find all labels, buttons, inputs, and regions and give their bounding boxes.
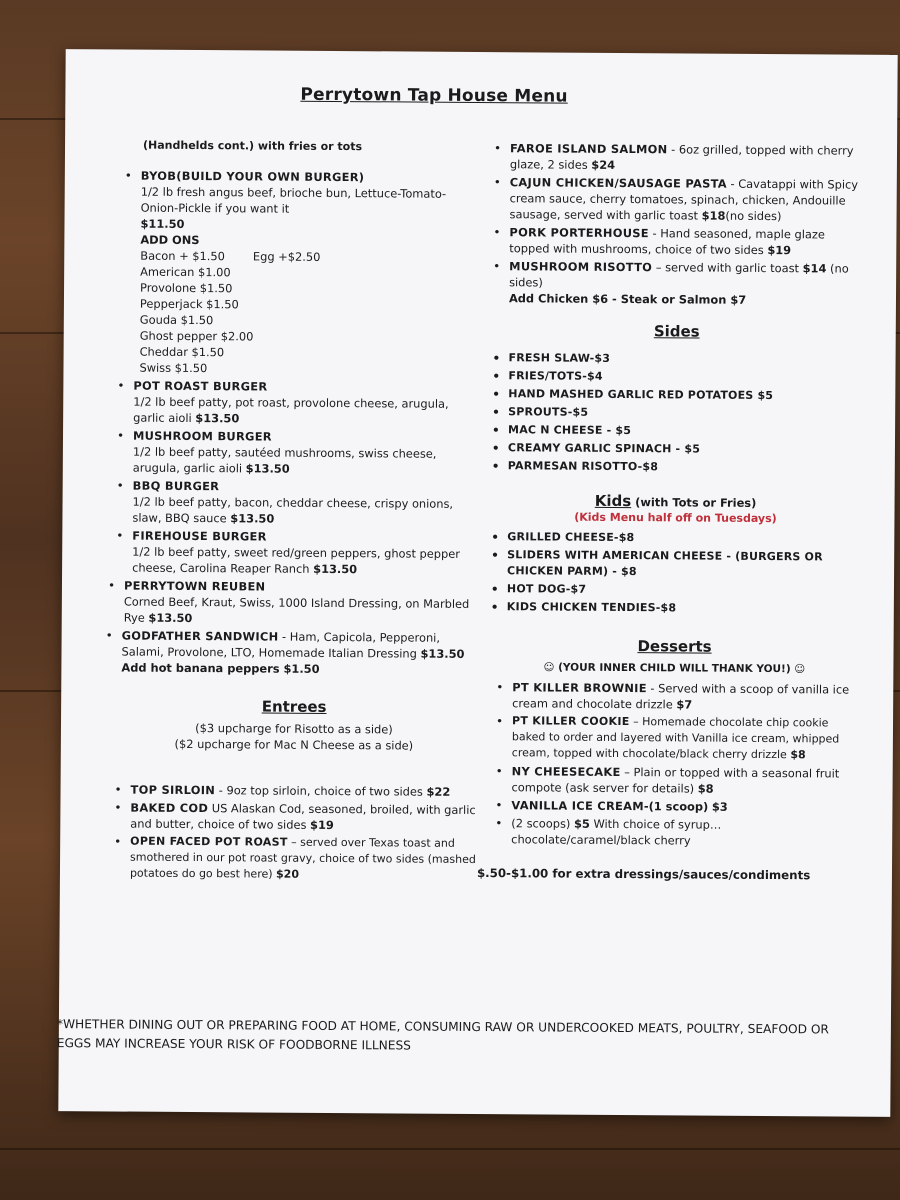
list-item: • KIDS CHICKEN TENDIES-$8 bbox=[485, 599, 865, 618]
item-name: OPEN FACED POT ROAST bbox=[130, 834, 288, 849]
item-price: $3 bbox=[711, 799, 728, 814]
item-name: GODFATHER SANDWICH bbox=[121, 628, 279, 644]
list-item bbox=[488, 140, 868, 175]
list-item bbox=[488, 174, 868, 225]
list-item bbox=[108, 799, 478, 834]
footer-disclaimer bbox=[56, 1015, 839, 1058]
list-item: • FRIES/TOTS-$4 bbox=[486, 368, 866, 387]
list-item: • MAC N CHEESE - $5 bbox=[486, 422, 866, 441]
list-item bbox=[110, 477, 480, 528]
item-desc: – served with garlic toast bbox=[652, 260, 800, 276]
item-price: $13.50 bbox=[313, 561, 358, 577]
item-desc: - Cavatappi with Spicy cream sauce, cherry tomatoes, spinach, chicken, Andouille sausage, served with garlic toast bbox=[509, 176, 859, 223]
item-extra: Add Chicken $6 - Steak or Salmon $7 bbox=[508, 291, 747, 307]
item-tail: (no sides) bbox=[725, 208, 782, 224]
addon-egg: Egg +$2.50 bbox=[252, 249, 321, 264]
item-name: TOP SIRLOIN bbox=[130, 782, 216, 798]
item-extra: Add hot banana peppers $1.50 bbox=[121, 660, 320, 676]
addon-item: American $1.00 bbox=[140, 264, 231, 280]
list-item bbox=[489, 815, 863, 850]
addon-item: Pepperjack $1.50 bbox=[139, 296, 239, 312]
addon-item: Ghost pepper $2.00 bbox=[139, 328, 254, 344]
item-name: FIREHOUSE BURGER bbox=[132, 528, 267, 544]
item-desc: -(1 scoop) bbox=[643, 799, 709, 814]
item-desc-text: 1/2 lb beef patty, bacon, cheddar cheese, crispy onions, slaw, BBQ sauce bbox=[132, 494, 454, 526]
desserts-title: Desserts bbox=[637, 637, 712, 656]
item-price: $18 bbox=[701, 208, 726, 223]
item-tail: (no sides) bbox=[509, 261, 849, 290]
item-name: NY CHEESECAKE bbox=[511, 764, 621, 779]
list-item: • CREAMY GARLIC SPINACH - $5 bbox=[486, 440, 866, 459]
right-column bbox=[476, 140, 868, 884]
item-desc bbox=[124, 594, 480, 628]
item-price: $8 bbox=[697, 781, 714, 796]
list-item bbox=[487, 224, 867, 259]
item-desc bbox=[133, 394, 481, 428]
item-desc: – Plain or topped with a seasonal fruit compote (ask server for details) bbox=[511, 765, 840, 796]
item-desc: (2 scoops) bbox=[511, 816, 571, 831]
item-price: $19 bbox=[310, 817, 334, 832]
list-item bbox=[487, 258, 867, 309]
item-name: VANILLA ICE CREAM bbox=[511, 798, 644, 814]
list-item: • FRESH SLAW-$3 bbox=[487, 350, 867, 369]
left-column bbox=[108, 137, 483, 886]
item-desc-text: Corned Beef, Kraut, Swiss, 1000 Island Dressing, on Marbled Rye bbox=[123, 594, 470, 625]
list-item: • HOT DOG-$7 bbox=[485, 581, 865, 600]
menu-sheet bbox=[58, 49, 897, 1117]
list-item bbox=[490, 713, 864, 764]
item-price: $24 bbox=[591, 157, 616, 172]
item-price: $13.50 bbox=[148, 610, 193, 626]
list-item bbox=[102, 577, 480, 628]
right-entrees-list bbox=[487, 140, 868, 309]
item-desc-text: 1/2 lb beef patty, sweet red/green peppers, ghost pepper cheese, Carolina Reaper Ranch bbox=[132, 544, 461, 576]
item-price: $7 bbox=[676, 697, 693, 712]
item-price: $13.50 bbox=[230, 511, 275, 526]
item-name: CAJUN CHICKEN/SAUSAGE PASTA bbox=[509, 175, 727, 191]
item-price: $13.50 bbox=[245, 461, 290, 476]
handhelds-list bbox=[109, 167, 483, 678]
item-name: POT ROAST BURGER bbox=[133, 378, 268, 394]
sides-list bbox=[486, 350, 867, 477]
addons-label: ADD ONS bbox=[140, 232, 200, 248]
list-item bbox=[490, 763, 864, 798]
list-item bbox=[117, 167, 482, 378]
list-item: • GRILLED CHEESE-$8 bbox=[485, 529, 865, 548]
addon-item: Gouda $1.50 bbox=[139, 312, 214, 328]
item-desc: - Served with a scoop of vanilla ice cream and chocolate drizzle bbox=[512, 681, 850, 712]
entrees-note: ($2 upcharge for Mac N Cheese as a side) bbox=[174, 736, 414, 753]
item-price: $5 bbox=[573, 816, 590, 831]
item-name: PORK PORTERHOUSE bbox=[509, 225, 649, 241]
item-price: $8 bbox=[790, 748, 806, 762]
list-item bbox=[108, 781, 478, 800]
item-desc: – served over Texas toast and smothered in our pot roast gravy, choice of two sides (mashed potatoes do go best here) bbox=[129, 835, 476, 881]
item-price: $13.50 bbox=[420, 646, 465, 661]
list-item: • SPROUTS-$5 bbox=[486, 404, 866, 423]
menu-title: Perrytown Tap House Menu bbox=[300, 84, 568, 107]
item-price: $22 bbox=[426, 784, 451, 799]
item-name: PT KILLER BROWNIE bbox=[512, 680, 647, 696]
list-item bbox=[111, 427, 481, 478]
item-desc bbox=[133, 444, 481, 478]
item-price: $19 bbox=[767, 243, 792, 258]
item-desc: 1/2 lb fresh angus beef, brioche bun, Lettuce-Tomato-Onion-Pickle if you want it bbox=[140, 184, 447, 216]
addon-item: Swiss $1.50 bbox=[139, 360, 208, 376]
list-item: • HAND MASHED GARLIC RED POTATOES $5 bbox=[486, 386, 866, 405]
item-desc-text: 1/2 lb beef patty, sautéed mushrooms, swiss cheese, arugula, garlic aioli bbox=[132, 444, 437, 476]
kids-subtitle: (with Tots or Fries) bbox=[631, 495, 757, 510]
item-name: BBQ BURGER bbox=[132, 478, 220, 494]
item-desc: - Ham, Capicola, Pepperoni, Salami, Provolone, LTO, Homemade Italian Dressing bbox=[121, 629, 441, 661]
list-item bbox=[99, 627, 479, 678]
addon-item: Bacon + $1.50 bbox=[140, 248, 225, 264]
entrees-list bbox=[108, 781, 479, 884]
item-desc-text: 1/2 lb beef patty, pot roast, provolone cheese, arugula, garlic aioli bbox=[133, 394, 449, 425]
item-desc: – Homemade chocolate chip cookie baked to order and layered with Vanilla ice cream, whipped cream, topped with chocolate/black cherry drizzle bbox=[511, 715, 840, 762]
item-desc: - 6oz grilled, topped with cherry glaze, 2 sides bbox=[509, 142, 854, 172]
addon-item: Cheddar $1.50 bbox=[139, 344, 225, 360]
item-name: PERRYTOWN REUBEN bbox=[123, 578, 266, 594]
item-name: MUSHROOM RISOTTO bbox=[509, 259, 653, 275]
item-price: $11.50 bbox=[140, 216, 185, 231]
kids-list bbox=[485, 529, 866, 618]
list-item: • SLIDERS WITH AMERICAN CHEESE - (BURGERS OR CHICKEN PARM) - $8 bbox=[485, 547, 865, 582]
item-desc: US Alaskan Cod, seasoned, broiled, with garlic and butter, choice of two sides bbox=[130, 801, 476, 832]
addons-block bbox=[139, 232, 482, 378]
list-item bbox=[490, 679, 864, 714]
item-tail: With choice of syrup… chocolate/caramel/black cherry bbox=[511, 816, 722, 848]
entrees-title: Entrees bbox=[261, 697, 327, 716]
item-name: BYOB(BUILD YOUR OWN BURGER) bbox=[140, 168, 365, 185]
footer-text: *WHETHER DINING OUT OR PREPARING FOOD AT HOME, CONSUMING RAW OR UNDERCOOKED MEATS, POULTRY, SEAFOOD OR EGGS MAY INCREASE YOUR RISK OF FOODBORNE ILLNESS bbox=[56, 1017, 829, 1053]
list-item bbox=[108, 833, 478, 884]
item-name: MUSHROOM BURGER bbox=[132, 428, 272, 444]
kids-note: (Kids Menu half off on Tuesdays) bbox=[574, 510, 777, 526]
item-price: $20 bbox=[276, 867, 300, 881]
item-price: $13.50 bbox=[195, 411, 240, 426]
entrees-note: ($3 upcharge for Risotto as a side) bbox=[195, 721, 393, 737]
handhelds-note: (Handhelds cont.) with fries or tots bbox=[143, 138, 363, 154]
item-desc bbox=[132, 494, 480, 528]
item-price: $14 bbox=[802, 261, 827, 276]
desserts-subtitle: ☺ (YOUR INNER CHILD WILL THANK YOU!) ☺ bbox=[543, 661, 806, 676]
kids-title: Kids bbox=[594, 491, 632, 511]
item-desc: - Hand seasoned, maple glaze topped with mushrooms, choice of two sides bbox=[509, 226, 825, 257]
item-name: BAKED COD bbox=[130, 800, 209, 816]
table-grain bbox=[0, 1148, 900, 1150]
sides-title: Sides bbox=[653, 322, 700, 341]
item-name: PT KILLER COOKIE bbox=[511, 714, 630, 729]
item-desc bbox=[132, 544, 480, 578]
list-item: • PARMESAN RISOTTO-$8 bbox=[486, 458, 866, 477]
list-item bbox=[111, 377, 481, 428]
desserts-list bbox=[489, 679, 864, 850]
item-desc: - 9oz top sirloin, choice of two sides bbox=[215, 783, 423, 799]
list-item bbox=[489, 797, 863, 816]
addon-item: Provolone $1.50 bbox=[140, 280, 233, 296]
list-item bbox=[110, 527, 480, 578]
extra-charge-note: $.50-$1.00 for extra dressings/sauces/condiments bbox=[476, 866, 811, 883]
item-name: FAROE ISLAND SALMON bbox=[509, 141, 668, 157]
